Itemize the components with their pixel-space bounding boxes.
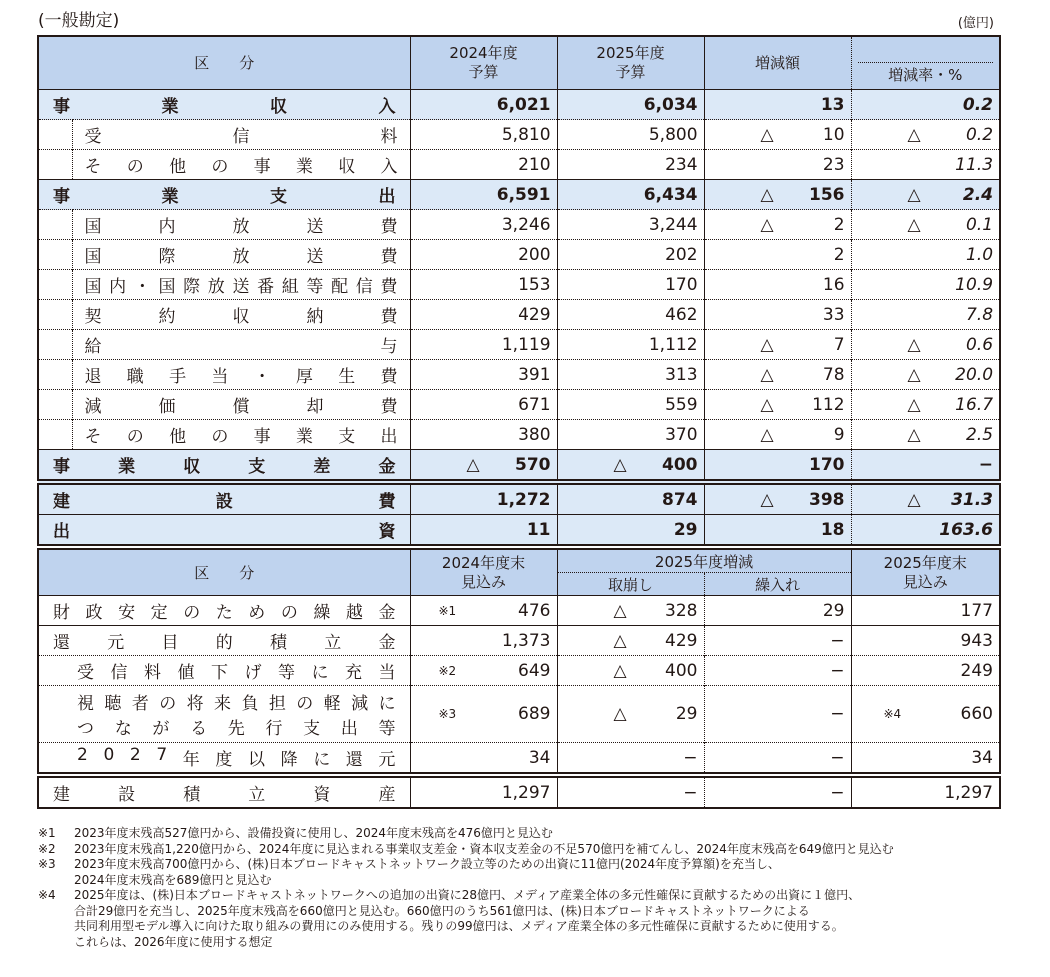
table-row bbox=[38, 450, 1000, 483]
table-row bbox=[38, 420, 1000, 450]
row-label: 受 信 料 値 下 げ 等 に 充 当 bbox=[38, 656, 410, 686]
change-amount: △ 78 bbox=[704, 360, 851, 390]
change-rate: 7.8 bbox=[851, 300, 1000, 330]
table-row bbox=[38, 686, 1000, 743]
transfer: − bbox=[704, 626, 851, 656]
budget-2025: 234 bbox=[557, 150, 704, 180]
change-amount: 16 bbox=[704, 270, 851, 300]
table-row bbox=[38, 210, 1000, 240]
end-2025: ※4 660 bbox=[851, 686, 1000, 743]
row-label: 給 与 bbox=[72, 330, 410, 360]
table-row bbox=[38, 390, 1000, 420]
row-label: 建 設 積 立 資 産 bbox=[38, 775, 410, 808]
header-drawdown: 取崩し bbox=[557, 573, 704, 596]
budget-2025: 1,112 bbox=[557, 330, 704, 360]
header-2024-end: 2024年度末 見込み bbox=[410, 549, 557, 596]
header-2025-budget: 2025年度 予算 bbox=[557, 36, 704, 90]
transfer: − bbox=[704, 656, 851, 686]
footnote-line: ※4 2025年度は、(株)日本ブロードキャストネットワークへの追加の出資に28億円、メディア産業全体の多元性確保に貢献するための出資に１億円、 bbox=[38, 888, 861, 902]
budget-2024: 1,119 bbox=[410, 330, 557, 360]
change-amount: 18 bbox=[704, 515, 851, 546]
header-change-rate: 増減率・% bbox=[851, 36, 1000, 90]
table-row bbox=[38, 120, 1000, 150]
footnote-line: ※2 2023年度末残高1,220億円から、2024年度に見込まれる事業収支差金・資本収支差金の不足570億円を補てんし、2024年度末残高を649億円と見込む bbox=[38, 841, 894, 856]
transfer: − bbox=[704, 743, 851, 776]
budget-2024: 6,021 bbox=[410, 90, 557, 120]
table-row bbox=[38, 626, 1000, 656]
table-row bbox=[38, 360, 1000, 390]
table-row bbox=[38, 240, 1000, 270]
budget-2025: △ 400 bbox=[557, 450, 704, 483]
budget-2025: 370 bbox=[557, 420, 704, 450]
change-rate: △ 20.0 bbox=[851, 360, 1000, 390]
budget-2024: 380 bbox=[410, 420, 557, 450]
change-amount: △ 156 bbox=[704, 180, 851, 210]
change-rate: 163.6 bbox=[851, 515, 1000, 546]
change-amount: △ 2 bbox=[704, 210, 851, 240]
end-2025: 177 bbox=[851, 596, 1000, 626]
drawdown: △ 29 bbox=[557, 686, 704, 743]
end-2025: 1,297 bbox=[851, 775, 1000, 808]
row-label: 財 政 安 定 の た め の 繰 越 金 bbox=[38, 596, 410, 626]
budget-2024: 11 bbox=[410, 515, 557, 546]
change-amount: 23 bbox=[704, 150, 851, 180]
end-2024: 34 bbox=[410, 743, 557, 776]
budget-2025: 874 bbox=[557, 482, 704, 515]
budget-2025: 559 bbox=[557, 390, 704, 420]
table-row bbox=[38, 743, 1000, 776]
change-amount: △ 112 bbox=[704, 390, 851, 420]
row-label: 国 際 放 送 費 bbox=[72, 240, 410, 270]
budget-2024: 6,591 bbox=[410, 180, 557, 210]
footnote-line: 合計29億円を充当し、2025年度末残高を660億円と見込む。660億円のうち561億円は、(株)日本ブロードキャストネットワークによる bbox=[74, 903, 810, 918]
row-label: 減 価 償 却 費 bbox=[72, 390, 410, 420]
change-amount: 170 bbox=[704, 450, 851, 483]
table-row bbox=[38, 482, 1000, 515]
reserve-table bbox=[37, 548, 1001, 809]
budget-2024: 3,246 bbox=[410, 210, 557, 240]
end-2025: 34 bbox=[851, 743, 1000, 776]
budget-2025: 3,244 bbox=[557, 210, 704, 240]
unit-label: (億円) bbox=[957, 16, 994, 31]
budget-2025: 462 bbox=[557, 300, 704, 330]
change-rate: △ 16.7 bbox=[851, 390, 1000, 420]
end-2025: 943 bbox=[851, 626, 1000, 656]
table-row bbox=[38, 330, 1000, 360]
row-label: 事 業 収 支 差 金 bbox=[38, 450, 410, 483]
table-row bbox=[38, 300, 1000, 330]
budget-table bbox=[37, 35, 1001, 546]
row-label: そ の 他 の 事 業 収 入 bbox=[72, 150, 410, 180]
change-amount: △ 10 bbox=[704, 120, 851, 150]
row-label: 国 内 ・ 国 際 放 送 番 組 等 配 信 費 bbox=[72, 270, 410, 300]
budget-2024: 671 bbox=[410, 390, 557, 420]
end-2024: ※1 476 bbox=[410, 596, 557, 626]
change-rate: 0.2 bbox=[851, 90, 1000, 120]
end-2024: ※2 649 bbox=[410, 656, 557, 686]
change-rate: 1.0 bbox=[851, 240, 1000, 270]
row-label: 建 設 費 bbox=[38, 482, 410, 515]
header-change: 増減額 bbox=[704, 36, 851, 90]
budget-2025: 6,034 bbox=[557, 90, 704, 120]
footnote-line: 共同利用型モデル導入に向けた取り組みの費用にのみ使用する。残りの99億円は、メディア産業全体の多元性確保に貢献するために使用する。 bbox=[74, 919, 844, 933]
drawdown: △ 400 bbox=[557, 656, 704, 686]
change-amount: △ 7 bbox=[704, 330, 851, 360]
table-row bbox=[38, 515, 1000, 546]
change-amount: 2 bbox=[704, 240, 851, 270]
header-2025-change: 2025年度増減 bbox=[557, 549, 851, 573]
row-label: 受 信 料 bbox=[72, 120, 410, 150]
budget-2024: 429 bbox=[410, 300, 557, 330]
change-rate: △ 2.5 bbox=[851, 420, 1000, 450]
change-rate: △ 31.3 bbox=[851, 482, 1000, 515]
budget-2024: 5,810 bbox=[410, 120, 557, 150]
budget-2025: 202 bbox=[557, 240, 704, 270]
row-label: 事 業 支 出 bbox=[38, 180, 410, 210]
change-rate: − bbox=[851, 450, 1000, 483]
footnote-line: 2024年度末残高を689億円と見込む bbox=[74, 872, 272, 887]
table-row bbox=[38, 150, 1000, 180]
change-rate: △ 0.2 bbox=[851, 120, 1000, 150]
footnote-line: ※3 2023年度末残高700億円から、(株)日本ブロードキャストネットワーク設立等のための出資に11億円(2024年度予算額)を充当し、 bbox=[38, 857, 780, 871]
row-label: 還 元 目 的 積 立 金 bbox=[38, 626, 410, 656]
table-row bbox=[38, 596, 1000, 626]
budget-2024: 210 bbox=[410, 150, 557, 180]
row-label: 出 資 bbox=[38, 515, 410, 546]
header-2025-end: 2025年度末 見込み bbox=[851, 549, 1000, 596]
row-label: 2 0 2 7 年 度 以 降 に 還 元 bbox=[38, 743, 410, 776]
change-rate: 10.9 bbox=[851, 270, 1000, 300]
drawdown: − bbox=[557, 743, 704, 776]
change-amount: 33 bbox=[704, 300, 851, 330]
change-rate: △ 2.4 bbox=[851, 180, 1000, 210]
end-2024: 1,297 bbox=[410, 775, 557, 808]
end-2024: ※3 689 bbox=[410, 686, 557, 743]
row-label: 事 業 収 入 bbox=[38, 90, 410, 120]
change-rate: △ 0.6 bbox=[851, 330, 1000, 360]
footnote-line: これらは、2026年度に使用する想定 bbox=[74, 934, 273, 949]
budget-2025: 313 bbox=[557, 360, 704, 390]
header-category: 区 分 bbox=[38, 549, 410, 596]
transfer: 29 bbox=[704, 596, 851, 626]
budget-2025: 29 bbox=[557, 515, 704, 546]
end-2024: 1,373 bbox=[410, 626, 557, 656]
budget-2024: 153 bbox=[410, 270, 557, 300]
header-2024-budget: 2024年度 予算 bbox=[410, 36, 557, 90]
header-transfer: 繰入れ bbox=[704, 573, 851, 596]
transfer: − bbox=[704, 686, 851, 743]
transfer: − bbox=[704, 775, 851, 808]
end-2025: 249 bbox=[851, 656, 1000, 686]
drawdown: △ 328 bbox=[557, 596, 704, 626]
table-row bbox=[38, 775, 1000, 808]
row-label: 視 聴 者 の 将 来 負 担 の 軽 減 に つ な が る 先 行 支 出 等 bbox=[38, 686, 410, 743]
drawdown: − bbox=[557, 775, 704, 808]
change-amount: △ 9 bbox=[704, 420, 851, 450]
row-label: 退 職 手 当 ・ 厚 生 費 bbox=[72, 360, 410, 390]
table-row bbox=[38, 180, 1000, 210]
row-label: 国 内 放 送 費 bbox=[72, 210, 410, 240]
change-amount: △ 398 bbox=[704, 482, 851, 515]
footnotes bbox=[38, 826, 894, 950]
row-label: そ の 他 の 事 業 支 出 bbox=[72, 420, 410, 450]
budget-2024: 1,272 bbox=[410, 482, 557, 515]
budget-2025: 5,800 bbox=[557, 120, 704, 150]
change-rate: 11.3 bbox=[851, 150, 1000, 180]
header-category: 区 分 bbox=[38, 36, 410, 90]
change-rate: △ 0.1 bbox=[851, 210, 1000, 240]
table-caption: (一般勘定) bbox=[38, 11, 120, 31]
budget-2025: 170 bbox=[557, 270, 704, 300]
budget-2024: 391 bbox=[410, 360, 557, 390]
budget-2024: 200 bbox=[410, 240, 557, 270]
budget-2024: △ 570 bbox=[410, 450, 557, 483]
table-row bbox=[38, 90, 1000, 120]
table-row bbox=[38, 656, 1000, 686]
footnote-line: ※1 2023年度末残高527億円から、設備投資に使用し、2024年度末残高を476億円と見込む bbox=[38, 826, 553, 840]
row-label: 契 約 収 納 費 bbox=[72, 300, 410, 330]
drawdown: △ 429 bbox=[557, 626, 704, 656]
table-row bbox=[38, 270, 1000, 300]
budget-2025: 6,434 bbox=[557, 180, 704, 210]
change-amount: 13 bbox=[704, 90, 851, 120]
